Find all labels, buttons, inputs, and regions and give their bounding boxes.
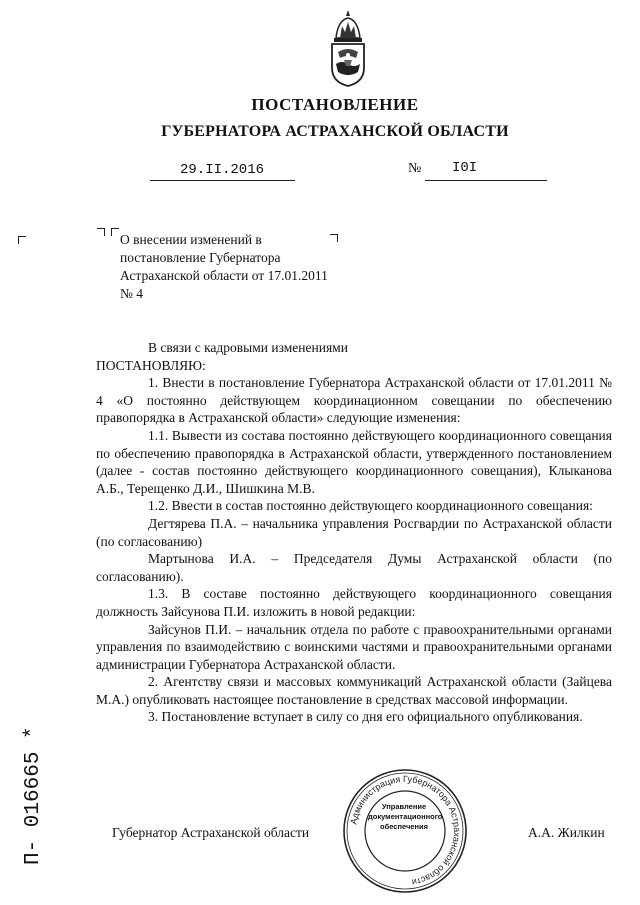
signer-name: А.А. Жилкин bbox=[528, 825, 605, 840]
bracket-mark bbox=[18, 236, 26, 244]
paragraph-1-1: 1.1. Вывести из состава постоянно действующего координационного совещания по обеспечению правопорядка в Астраханской области, утвержденного постановлением (далее - состав постоянно действующего координационного совещания), Клыканова А.Б., Терещенко Д.И., Шишкина М.В. bbox=[96, 427, 612, 496]
coat-of-arms-icon bbox=[322, 8, 374, 88]
paragraph-2: 2. Агентству связи и массовых коммуникаций Астраханской области (Зайцева М.А.) опубликовать настоящее постановление в средствах массовой информации. bbox=[96, 674, 612, 707]
stamp-line: обеспечения bbox=[379, 822, 428, 831]
bracket-mark bbox=[111, 228, 119, 236]
preamble: В связи с кадровыми изменениями bbox=[148, 340, 348, 355]
paragraph-1-2: 1.2. Ввести в состав постоянно действующего координационного совещания: bbox=[148, 498, 593, 514]
signer-title: Губернатор Астраханской области bbox=[112, 825, 310, 840]
number-underline bbox=[425, 180, 547, 181]
paragraph-1-2-a: Дегтярева П.А. – начальника управления Росгвардии по Астраханской области (по согласованию) bbox=[96, 515, 612, 549]
number-label: № bbox=[408, 161, 422, 176]
bracket-mark bbox=[97, 228, 105, 236]
paragraph-3: 3. Постановление вступает в силу со дня его официального опубликования. bbox=[148, 709, 583, 725]
paragraph-1: 1. Внести в постановление Губернатора Астраханской области от 17.01.2011 № 4 «О постоянно действующем координационном совещании по обеспечению правопорядка в Астраханской области» следующие изменения: bbox=[96, 375, 612, 426]
document-number: I0I bbox=[452, 160, 478, 176]
document-issuer: ГУБЕРНАТОРА АСТРАХАНСКОЙ ОБЛАСТИ bbox=[161, 123, 509, 140]
paragraph-1-3: 1.3. В составе постоянно действующего координационного совещания должность Зайсунова П.И. изложить в новой редакции: bbox=[96, 586, 612, 619]
document-date: 29.II.2016 bbox=[180, 162, 265, 178]
registration-code: П- 016665 * bbox=[22, 726, 45, 865]
paragraph-1-2-b: Мартынова И.А. – Председателя Думы Астраханской области (по согласованию). bbox=[96, 551, 612, 584]
document-body bbox=[96, 339, 612, 726]
stamp-line: документационного bbox=[368, 812, 443, 821]
document-subject: О внесении изменений в постановление Губернатора Астраханской области от 17.01.2011 № 4 bbox=[120, 232, 328, 301]
date-underline bbox=[150, 180, 295, 181]
paragraph-1-3-a: Зайсунов П.И. – начальник отдела по работе с правоохранительными органами управления по взаимодействию с воинскими частями и правоохранительными органами администрации Губернатора Астраханской области. bbox=[96, 621, 612, 672]
stamp-line: Управление bbox=[381, 802, 427, 811]
stamp-ring-text: Администрация Губернатора Астраханской области bbox=[348, 773, 463, 888]
document-title: ПОСТАНОВЛЕНИЕ bbox=[251, 95, 419, 114]
decree-word: ПОСТАНОВЛЯЮ: bbox=[96, 357, 206, 373]
stamp-center-text bbox=[368, 802, 443, 832]
